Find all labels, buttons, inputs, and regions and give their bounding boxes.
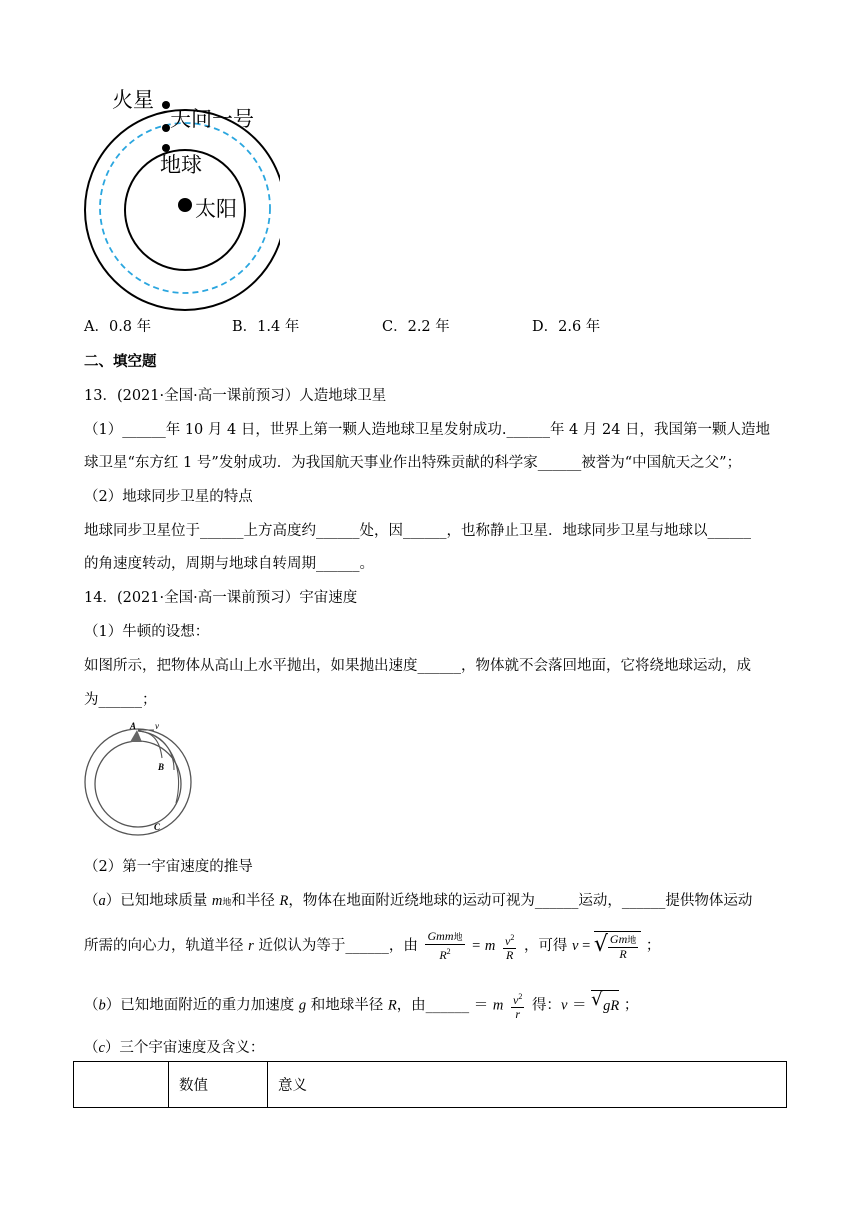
tianwen-dot [162, 124, 170, 132]
option-d: D．2.6 年 [532, 319, 601, 335]
centripetal-fraction: $\frac{v^2}{R}$ [505, 932, 515, 962]
q14-p2-title: （2）第一宇宙速度的推导 [84, 859, 253, 875]
path-mid [138, 731, 174, 770]
outer-circle [85, 729, 191, 835]
label-v: v [155, 721, 159, 731]
option-c: C．2.2 年 [382, 319, 450, 335]
label-c: C [154, 822, 161, 832]
section-title: 二、填空题 [84, 353, 157, 370]
q13-header: 13．(2021·全国·高一课前预习）人造地球卫星 [84, 388, 387, 404]
q14-a-line1: （a）已知地球质量 m地和半径 R，物体在地面附近绕地球的运动可视为______运动，______提供物体运动 [84, 893, 753, 909]
sqrt-gr: √ gR [591, 990, 619, 1021]
q14-p1-title: （1）牛顿的设想： [84, 624, 210, 640]
inner-circle [95, 741, 181, 827]
q14-a-line2: 所需的向心力，轨道半径 r 近似认为等于______，由 $\frac{\text{Gmm地}}{R^2}$ = m $\frac{v^2}{R}$ ，可得 v = √ $\frac{\text{Gm地}}{R}$ ； [84, 929, 661, 962]
tianwen-label: 天问一号 [170, 107, 254, 131]
q14-p1-line2: 为______； [84, 692, 157, 708]
mars-dot [162, 101, 170, 109]
path-b [138, 731, 162, 758]
label-a: A [130, 721, 137, 731]
q13-p2-line1: 地球同步卫星位于______上方高度约______处，因______，也称静止卫星．地球同步卫星与地球以______ [84, 523, 751, 539]
q13-p2-line2: 的角速度转动，周期与地球自转周期______。 [84, 556, 374, 572]
q13-p2-title: （2）地球同步卫星的特点 [84, 489, 253, 505]
table-header-cell: 数值 [169, 1062, 268, 1108]
orbit-diagram [80, 80, 280, 320]
sun-dot [178, 198, 192, 212]
q14-b-line: （b）已知地面附近的重力加速度 g 和地球半径 R，由______ ＝ m $\frac{v^2}{r}$ 得：v ＝ √ gR ； [84, 989, 639, 1021]
label-b: B [158, 762, 165, 772]
q13-p1-line1: （1）______年 10 月 4 日，世界上第一颗人造地球卫星发射成功.______年 4 月 24 日，我国第一颗人造地 [84, 422, 771, 438]
q14-c-line: （c）三个宇宙速度及含义： [84, 1040, 265, 1056]
gravity-fraction: $\frac{\text{Gmm地}}{R^2}$ [427, 929, 463, 962]
earth-label: 地球 [160, 153, 202, 177]
option-b: B．1.4 年 [232, 319, 300, 335]
mars-label: 火星 [112, 88, 154, 112]
option-a: A．0.8 年 [84, 319, 152, 335]
b-fraction: $\frac{v^2}{r}$ [513, 992, 523, 1021]
q14-p1-line1: 如图所示，把物体从高山上水平抛出，如果抛出速度______，物体就不会落回地面，它将绕地球运动，成 [84, 658, 751, 674]
q14-header: 14．(2021·全国·高一课前预习）宇宙速度 [84, 590, 358, 606]
table-header-row [74, 1062, 787, 1108]
q13-p1-line2: 球卫星“东方红 1 号”发射成功．为我国航天事业作出特殊贡献的科学家______被誉为“中国航天之父”； [84, 455, 742, 471]
sqrt-formula: √ $\frac{\text{Gm地}}{R}$ [594, 931, 641, 962]
table-header-cell [74, 1062, 169, 1108]
table-header-cell: 意义 [268, 1062, 787, 1108]
cosmic-velocity-table [73, 1061, 787, 1108]
newton-cannon-diagram [82, 718, 197, 843]
sun-label: 太阳 [195, 197, 237, 221]
earth-dot [162, 144, 170, 152]
